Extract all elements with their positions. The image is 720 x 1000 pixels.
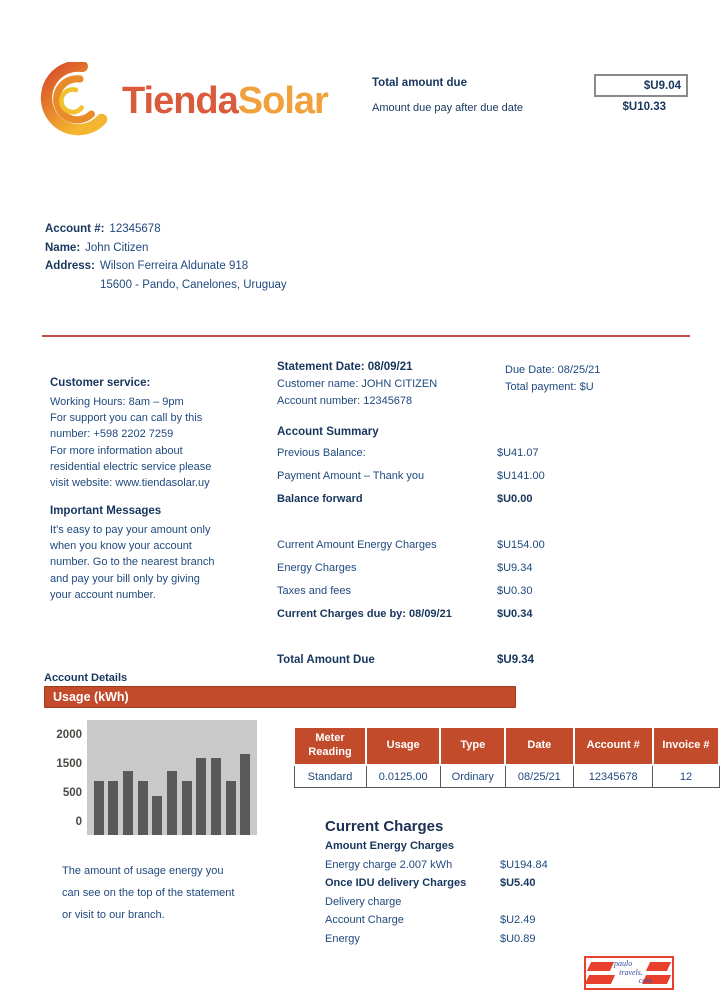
usage-kwh-banner [44, 686, 516, 708]
customer-service-line: residential electric service please [50, 460, 212, 473]
usage-bar [138, 781, 148, 835]
charge-row-label: Account Charge [325, 914, 404, 926]
total-due-label: Total amount due [372, 77, 467, 89]
watermark-line-1: paulo [614, 959, 633, 968]
charge-row [325, 896, 625, 915]
important-messages-line: and pay your bill only by giving [50, 572, 200, 585]
charge-row [325, 859, 625, 878]
summary-row-label: Energy Charges [277, 562, 357, 574]
current-charges-rows [325, 840, 625, 951]
meter-table-cell: Standard [294, 765, 366, 788]
charge-row [325, 877, 625, 896]
summary-row-value: $U141.00 [497, 470, 545, 482]
due-date-line [505, 364, 600, 376]
meter-table-cell: 12 [653, 765, 719, 788]
meter-table-row [294, 765, 719, 788]
usage-bar [226, 781, 236, 835]
account-summary-title: Account Summary [277, 426, 379, 438]
charge-row-value: $U0.89 [500, 932, 536, 945]
meter-table-grid [293, 726, 720, 788]
meter-table-header: Meter Reading [294, 727, 366, 765]
summary-row-value: $U0.00 [497, 493, 533, 505]
usage-bar [108, 781, 118, 835]
account-number-value-2: 12345678 [363, 395, 413, 407]
summary-row-label: Current Charges due by: 08/09/21 [277, 608, 452, 620]
charge-row-label: Once IDU delivery Charges [325, 877, 467, 889]
customer-service-line: Working Hours: 8am – 9pm [50, 396, 184, 408]
statement-date-value: 08/09/21 [367, 361, 413, 373]
due-date-value: 08/25/21 [557, 364, 601, 376]
account-details-title: Account Details [44, 672, 128, 684]
summary-row [277, 562, 617, 585]
account-number-label-2: Account number: [277, 395, 361, 407]
summary-row [277, 608, 617, 631]
brand-logo [30, 62, 328, 140]
usage-bar [211, 758, 221, 835]
watermark-text [608, 960, 654, 986]
summary-row [277, 470, 617, 493]
meter-table-cell: 0.0125.00 [366, 765, 440, 788]
meter-table-header: Account # [574, 727, 653, 765]
summary-row [277, 539, 617, 562]
customer-service-line: visit website: www.tiendasolar.uy [50, 477, 210, 490]
paulo-travels-watermark [584, 956, 674, 990]
usage-note-line: can see on the top of the statement [62, 887, 235, 899]
customer-service-line: number: +598 2202 7259 [50, 428, 174, 441]
customer-name-line [277, 378, 437, 390]
customer-name-label: Customer name: [277, 378, 359, 390]
usage-bar-chart [87, 720, 257, 835]
watermark-line-2: travels. [619, 967, 643, 977]
total-amount-due-label: Total Amount Due [277, 654, 375, 666]
total-amount-due-row [277, 654, 617, 666]
after-due-value: $U10.33 [622, 101, 666, 113]
sun-swirl-icon [30, 62, 114, 140]
customer-service-line: For support you can call by this [50, 412, 203, 425]
statement-date-line [277, 361, 413, 373]
usage-bar [240, 754, 250, 835]
charge-row [325, 840, 625, 859]
watermark-line-3: com [638, 976, 652, 985]
charge-row-value: $U2.49 [500, 914, 536, 926]
charge-row-label: Amount Energy Charges [325, 840, 454, 852]
y-axis-tick: 0 [75, 816, 82, 828]
usage-note-text [62, 860, 302, 926]
charge-row-label: Energy [325, 932, 360, 945]
important-messages-title: Important Messages [50, 505, 162, 517]
meter-reading-table [293, 726, 720, 788]
charge-row-label: Energy charge 2.007 kWh [325, 858, 453, 871]
summary-row-label: Balance forward [277, 493, 363, 505]
usage-bar [196, 758, 206, 835]
customer-service-line: For more information about [50, 444, 183, 457]
usage-bar [94, 781, 104, 835]
due-date-label: Due Date: [505, 364, 555, 376]
name-line [45, 239, 287, 258]
address-label: Address: [45, 260, 95, 272]
address-line-1 [45, 257, 287, 276]
account-number-label: Account #: [45, 223, 105, 235]
summary-row-label: Payment Amount – Thank you [277, 470, 425, 482]
summary-row-value: $U0.34 [497, 608, 533, 620]
address-value-1: Wilson Ferreira Aldunate 918 [99, 260, 249, 272]
summary-row-value: $U154.00 [497, 539, 545, 551]
usage-bar [167, 771, 177, 835]
meter-table-header: Date [505, 727, 573, 765]
summary-row-value: $U0.30 [497, 585, 533, 597]
meter-table-header: Type [440, 727, 505, 765]
summary-row-value: $U41.07 [497, 447, 539, 459]
account-number-value: 12345678 [109, 223, 161, 235]
charge-row [325, 933, 625, 952]
summary-row [277, 585, 617, 608]
charge-row [325, 914, 625, 933]
usage-bar [152, 796, 162, 835]
customer-service-title: Customer service: [50, 377, 151, 389]
summary-row-label: Current Amount Energy Charges [277, 539, 437, 551]
usage-note-line: or visit to our branch. [62, 909, 165, 921]
statement-date-label: Statement Date: [277, 361, 365, 373]
address-line-2: 15600 - Pando, Canelones, Uruguay [100, 278, 287, 291]
meter-table-header: Usage [366, 727, 440, 765]
important-messages-line: number. Go to the nearest branch [50, 556, 215, 569]
total-due-box [594, 74, 688, 97]
total-payment-value: $U [579, 381, 594, 393]
charge-row-value: $U5.40 [500, 877, 536, 889]
y-axis-tick: 2000 [56, 729, 82, 741]
important-messages-text [50, 522, 285, 603]
customer-service-text [50, 394, 285, 491]
account-summary-rows [277, 447, 617, 631]
y-axis-tick: 1500 [56, 758, 82, 770]
usage-bar [123, 771, 133, 835]
account-number-line-2 [277, 395, 412, 407]
meter-table-cell: 12345678 [574, 765, 653, 788]
summary-row [277, 447, 617, 470]
brand-name [122, 80, 328, 123]
summary-row-label: Taxes and fees [277, 585, 351, 597]
summary-row [277, 493, 617, 516]
name-value: John Citizen [85, 241, 149, 254]
summary-row-value: $U9.34 [497, 562, 533, 574]
important-messages-line: your account number. [50, 588, 156, 601]
important-messages-line: It's easy to pay your amount only [50, 524, 211, 536]
total-payment-label: Total payment: [505, 381, 577, 393]
name-label: Name: [45, 241, 81, 254]
red-divider-line [42, 335, 690, 337]
account-info-block [45, 220, 287, 294]
meter-table-header: Invoice # [653, 727, 719, 765]
y-axis-tick: 500 [62, 787, 82, 799]
usage-banner-label: Usage (kWh) [53, 690, 129, 704]
brand-name-tienda: Tienda [122, 79, 238, 122]
total-amount-due-value: $U9.34 [497, 654, 535, 666]
usage-note-line: The amount of usage energy you [62, 865, 224, 877]
customer-name-value: JOHN CITIZEN [361, 378, 438, 390]
meter-table-cell: Ordinary [440, 765, 505, 788]
summary-row-label: Previous Balance: [277, 447, 366, 459]
total-due-value: $U9.04 [643, 79, 681, 92]
brand-name-solar: Solar [237, 79, 328, 122]
usage-bar [182, 781, 192, 835]
important-messages-line: when you know your account [50, 540, 192, 553]
meter-table-cell: 08/25/21 [505, 765, 573, 788]
charge-row-label: Delivery charge [325, 895, 402, 908]
after-due-label: Amount due pay after due date [372, 102, 524, 114]
total-payment-line [505, 381, 594, 393]
account-number-line [45, 220, 287, 239]
current-charges-title: Current Charges [325, 818, 444, 835]
charge-row-value: $U194.84 [500, 858, 548, 871]
